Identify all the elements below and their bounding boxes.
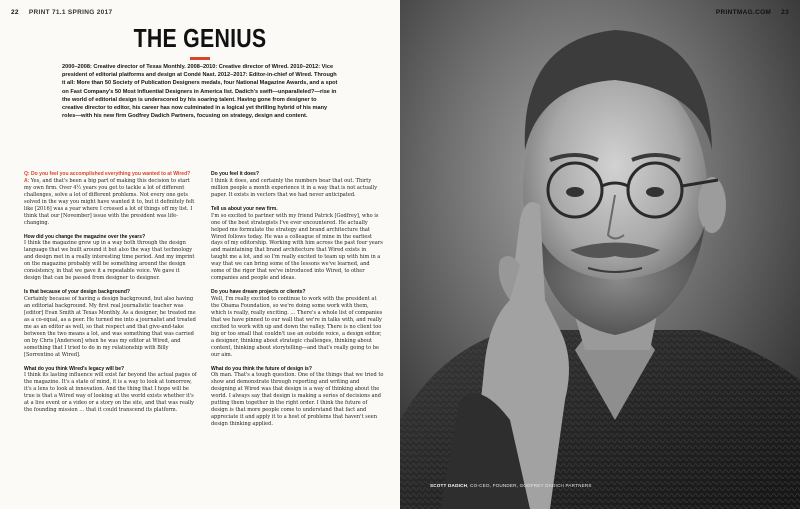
- left-folio: [11, 9, 391, 19]
- qa-block: [24, 366, 197, 415]
- qa-block: [211, 171, 384, 199]
- article-intro: 2000–2008: Creative director of Texas Monthly. 2008–2010: Creative director of Wired. 2010–2012: Vice president of editorial platforms and design at Condé Nast. 2012–2017: Editor-in-chief of Wired. Through it all: More than 50 Society of Publication Designers medals, four National Magazine Awards, and a spot on Fast Company's 50 Most Influential Designers in America list. Dadich's swift—unparalleled?—rise in the world of editorial design is underscored by his soaring talent. Having gone from designer to creative director to editor, his career has now culminated in a logical yet thrilling hybrid of his many roles—with his new firm Godfrey Dadich Partners, focusing on strategy, design and content.: [62, 64, 338, 120]
- question-text: Tell us about your new firm.: [211, 205, 278, 212]
- article-title: THE GENIUS: [133, 23, 267, 53]
- question-text: Do you have dream projects or clients?: [211, 289, 306, 296]
- caption-title: , CO-CEO, FOUNDER, GODFREY DADICH PARTNERS: [467, 483, 592, 488]
- title-accent-rule: [190, 57, 210, 60]
- photo-caption: [430, 483, 592, 488]
- interview-column-right: [211, 171, 384, 501]
- publication-line: PRINT 71.1 SPRING 2017: [28, 9, 113, 16]
- answer-text: Yes, and that's been a big part of making this decision to start my own firm. Over 4½ years you get to tackle a lot of different challenges, solve a lot of different problems. Not every one gets solved in the way you might have wanted it to, but it definitely felt like [2016] was a year where I crossed a lot of things off my list. I think that our [November] issue with the president was life-changing.: [24, 177, 195, 226]
- question-text: What do you think Wired's legacy will be?: [24, 365, 125, 372]
- page-number-right: 23: [781, 9, 789, 16]
- qa-block: [211, 366, 384, 429]
- answer-text: Well, I'm really excited to continue to work with the president at the Obama Foundation, so we're doing some work with them, which is really, really exciting. … There's a whole list of companies that we have pinned to our wall that we're in talks with, and really excited to work with up and down the valley. There is no client too big or too small that couldn't use an outside voice, a design editor, a designer, thinking about strategic challenges, thinking about content, thinking about storytelling—and that's really going to be our aim.: [211, 296, 383, 358]
- answer-text: I think the magazine grew up in a way both through the design language that we built around it but also the way that technology and design met in a really interesting time period. And my imprint on the magazine probably will be something around the design consistency, in that we gave it a repeatable voice. We gave it design that can be passed from designer to designer.: [24, 240, 195, 282]
- interview-column-left: [24, 171, 197, 501]
- interview-columns: [24, 171, 384, 501]
- question-text: What do you think the future of design is?: [211, 365, 312, 372]
- page-number-left: 22: [11, 9, 19, 16]
- answer-text: I think its lasting influence will exist far beyond the actual pages of the magazine. It's a state of mind, it is a way to look at tomorrow, it's a lens to look at innovation. And the thing that I hope will be true is that a Wired way of looking at the world exists whether it's at a live event or a video or a story on the site, and that was really the founding mission … that it could transcend its platform.: [24, 372, 197, 414]
- question-text: How did you change the magazine over the years?: [24, 233, 146, 240]
- qa-block: [24, 289, 197, 359]
- right-folio: [716, 9, 789, 16]
- right-page: [400, 0, 800, 509]
- answer-text: I'm so excited to partner with my friend Patrick [Godfrey], who is one of the best strategists I've ever encountered. He actually helped me formulate the strategy and brand architecture that Wired follows today. He was a colleague of mine in the earliest days of my editorship. Working with him across the past four years and maintaining that brand architecture that Wired exists in taught me a lot, and so I'm really excited to team up with him in a way that we can bring some of the lessons we've learned, and some of the rigor that we've introduced into Wired, to other companies and people and ideas.: [211, 212, 383, 282]
- question-text: Is that because of your design background?: [24, 289, 131, 296]
- caption-name: SCOTT DADICH: [430, 483, 468, 488]
- site-url: PRINTMAG.COM: [715, 9, 772, 16]
- portrait-photo: [400, 0, 800, 509]
- qa-block: [211, 206, 384, 282]
- answer-text: I think it does, and certainly the numbers bear that out. Thirty million people a month experience it in a way that is not actually paper. It exists in vectors that we had never anticipated.: [211, 177, 378, 198]
- answer-label: A:: [24, 177, 31, 184]
- question-label: Q:: [24, 171, 32, 177]
- qa-block: [211, 289, 384, 359]
- question-text: Do you feel you accomplished everything you wanted to at Wired?: [31, 171, 191, 177]
- question-text: Do you feel it does?: [211, 171, 259, 177]
- answer-text: Certainly because of having a design background, but also having an editorial background. My first real journalistic teacher was [editor] Evan Smith at Texas Monthly. As a designer, he treated me as a co-equal, as a peer. He turned me into a journalist and treated me as an editor as well, so that respect and that give-and-take between the two means a lot, and was something that was carried on by Chris [Anderson] when he was my editor at Wired, and something that I tried to do in my relationship with Billy [Sorrentino at Wired].: [24, 296, 196, 358]
- qa-block: [24, 171, 197, 227]
- qa-block: [24, 234, 197, 283]
- answer-text: Oh man. That's a tough question. One of the things that we tried to show and demonstrate through reporting and writing and designing at Wired was that design is a way of thinking about the world. I always say that design is making a series of decisions and putting them together in the right order. I think the future of design is that more people come to understand that fact and appreciate it and apply it to a host of problems that haven't seen design thinking applied.: [211, 372, 384, 428]
